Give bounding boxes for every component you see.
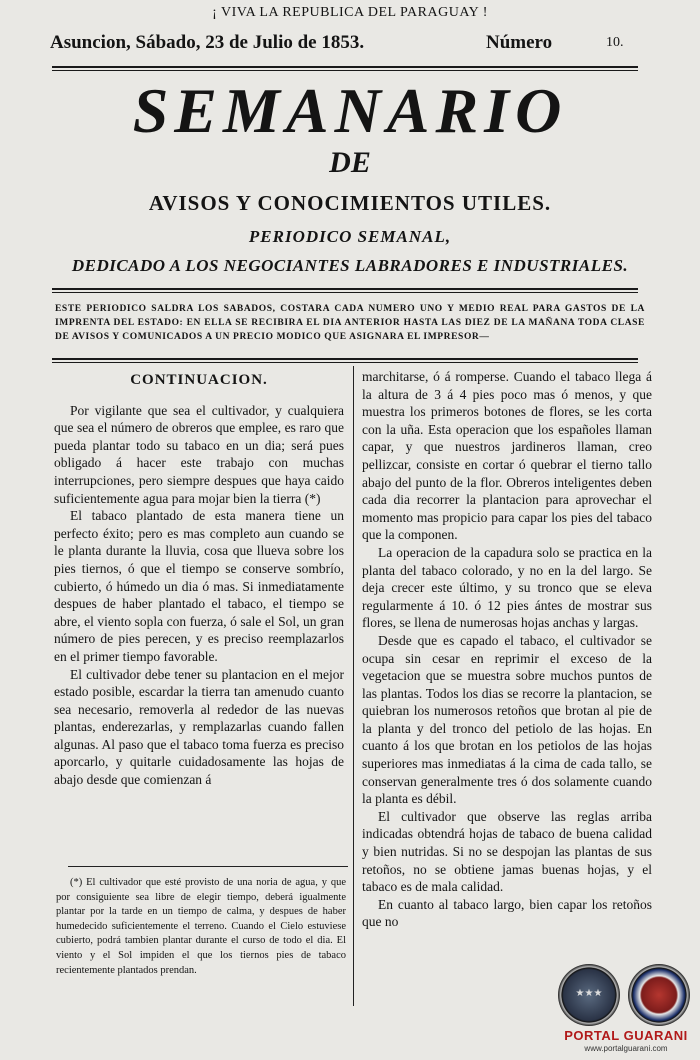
issue-number: 10. <box>606 35 624 50</box>
paragraph: El tabaco plantado de esta manera tiene un perfecto éxito; pero es mas completo aun cuando se le planta durante la lluvia, cosa que llueva sobre los pies tiernos, ó que el tiempo se conserve sombrío, cubierto, ó húmedo un dia ó mas. Si inmediatamente despues de haber plantado el tabaco, el tiempo se abre, el viento sopla con fuerza, ó sale el Sol, un gran número de pies perecen, y es preciso reemplazarlos en el primer tiempo favorable. <box>54 508 344 664</box>
masthead-rule <box>52 288 638 290</box>
notice-rule <box>52 358 638 360</box>
paragraph: Por vigilante que sea el cultivador, y cualquiera que sea el número de obreros que emplee, es raro que pueda plantar todo su tabaco en un dia; será pues obligado á hacer este trabajo con muchas interrupciones, pero siempre despues que haya caido suficientemente agua para mojar bien la tierra (*) <box>54 402 344 506</box>
masthead-dedication: DEDICADO A LOS NEGOCIANTES LABRADORES E INDUSTRIALES. <box>71 256 629 275</box>
republic-seal-icon <box>558 964 620 1026</box>
flag-seal-icon <box>628 964 690 1026</box>
left-column <box>54 372 344 789</box>
dateline <box>50 32 650 56</box>
footnote <box>56 876 346 978</box>
masthead-rule-thin <box>52 292 638 293</box>
notice-rule-thin <box>52 362 638 363</box>
paragraph: El cultivador debe tener su plantacion en el mejor estado posible, escardar la tierra tan amenudo cuanto sea necesario, removerla al rededor de las nuevas plantas, enderezarlas, y remplazarlas cuando fallen algunas. Al paso que el tabaco toma fuerza es preciso aporcarlo, y quitarle cuidadosamente las hojas de abajo desde que comienzan á <box>54 666 344 788</box>
motto: ¡ VIVA LA REPUBLICA DEL PARAGUAY ! <box>212 5 488 20</box>
paragraph: El cultivador que observe las reglas arriba indicadas obtendrá hojas de tabaco de buena calidad y bien nutridas. Si no se despojan las plantas de sus retoños, no se obtiene jamas buenas hojas, y el tabaco es de mala calidad. <box>362 808 652 895</box>
footnote-rule <box>68 866 348 867</box>
portal-guarani-logo: PORTAL GUARANI <box>564 1028 688 1043</box>
masthead-periodicity: PERIODICO SEMANAL, <box>248 227 452 246</box>
seal-stars: ★★★ <box>575 988 603 999</box>
column-divider <box>353 366 354 1006</box>
top-rule <box>52 66 638 68</box>
masthead-de: DE <box>329 146 371 179</box>
paragraph: marchitarse, ó á romperse. Cuando el tabaco llega á la altura de 3 á 4 pies poco mas ó menos, y que muestra los primeros botones de flores, se les corta con la uña. Esta operacion que los españoles llaman capar, y que nuestros jardineros llaman, creo pellizcar, consiste en cortar ó quebrar el tierno tallo abajo del punto de la flor. Obreros inteligentes deben cada dia recorrer la plantacion para aprovechar el momento mas propicio para capar los pies del tabaco que la componen. <box>362 369 652 543</box>
paragraph: En cuanto al tabaco largo, bien capar los retoños que no <box>362 896 652 930</box>
article-heading: CONTINUACION. <box>130 372 268 388</box>
portal-guarani-url: www.portalguarani.com <box>584 1044 668 1053</box>
right-column <box>362 368 652 931</box>
top-rule-thin <box>52 70 638 71</box>
masthead-title: SEMANARIO <box>132 75 568 146</box>
issue-number-label: Número <box>486 32 553 53</box>
paragraph: Desde que es capado el tabaco, el cultivador se ocupa sin cesar en reprimir el exceso de la vegetacion que se muestra sobre muchos puntos de las plantas. Todos los dias se recorre la plantacion, se quiebran los numerosos retoños que brotan al pie de la planta y del tronco del petiolo de las hojas. En cuanto á los que brotan en los petiolos de las hojas superiores mas inmediatas á la cima de cada tallo, se conservan generalmente tres ó dos solamente cuando la planta es débil. <box>362 632 652 807</box>
masthead-subtitle: AVISOS Y CONOCIMIENTOS UTILES. <box>148 191 552 215</box>
paragraph: La operacion de la capadura solo se practica en la planta del tabaco colorado, y no en la del largo. Se deja crecer este último, y su tronco que se eleva regularmente á 10. ó 12 pies ántes de mostrar sus flores, se llena de numerosas hojas anchas y largas. <box>362 544 652 631</box>
footnote-text: (*) El cultivador que esté provisto de una noria de agua, y que por consiguiente sea libre de elegir tiempo, deberá igualmente plantar por la tarde en un tiempo de calma, y despues de haber humedecido suficientemente el terreno. Cuando el Cielo estuviese cubierto, podrá tambien plantar durante el curso de todo el dia. El viento y el Sol impiden el que los tiernos pies de tabaco recientemente plantados prendan. <box>56 877 346 976</box>
publication-notice: ESTE PERIODICO SALDRA LOS SABADOS, COSTARA CADA NUMERO UNO Y MEDIO REAL PARA GASTOS DE LA IMPRENTA DEL ESTADO: EN ELLA SE RECIBIRA EL DIA ANTERIOR HASTA LAS DIEZ DE LA MAÑANA TODA CLASE DE AVISOS Y COMUNICADOS A UN PRECIO MODICO QUE ASIGNARA EL IMPRESOR— <box>55 304 645 342</box>
issue-date: Asuncion, Sábado, 23 de Julio de 1853. <box>50 32 365 53</box>
